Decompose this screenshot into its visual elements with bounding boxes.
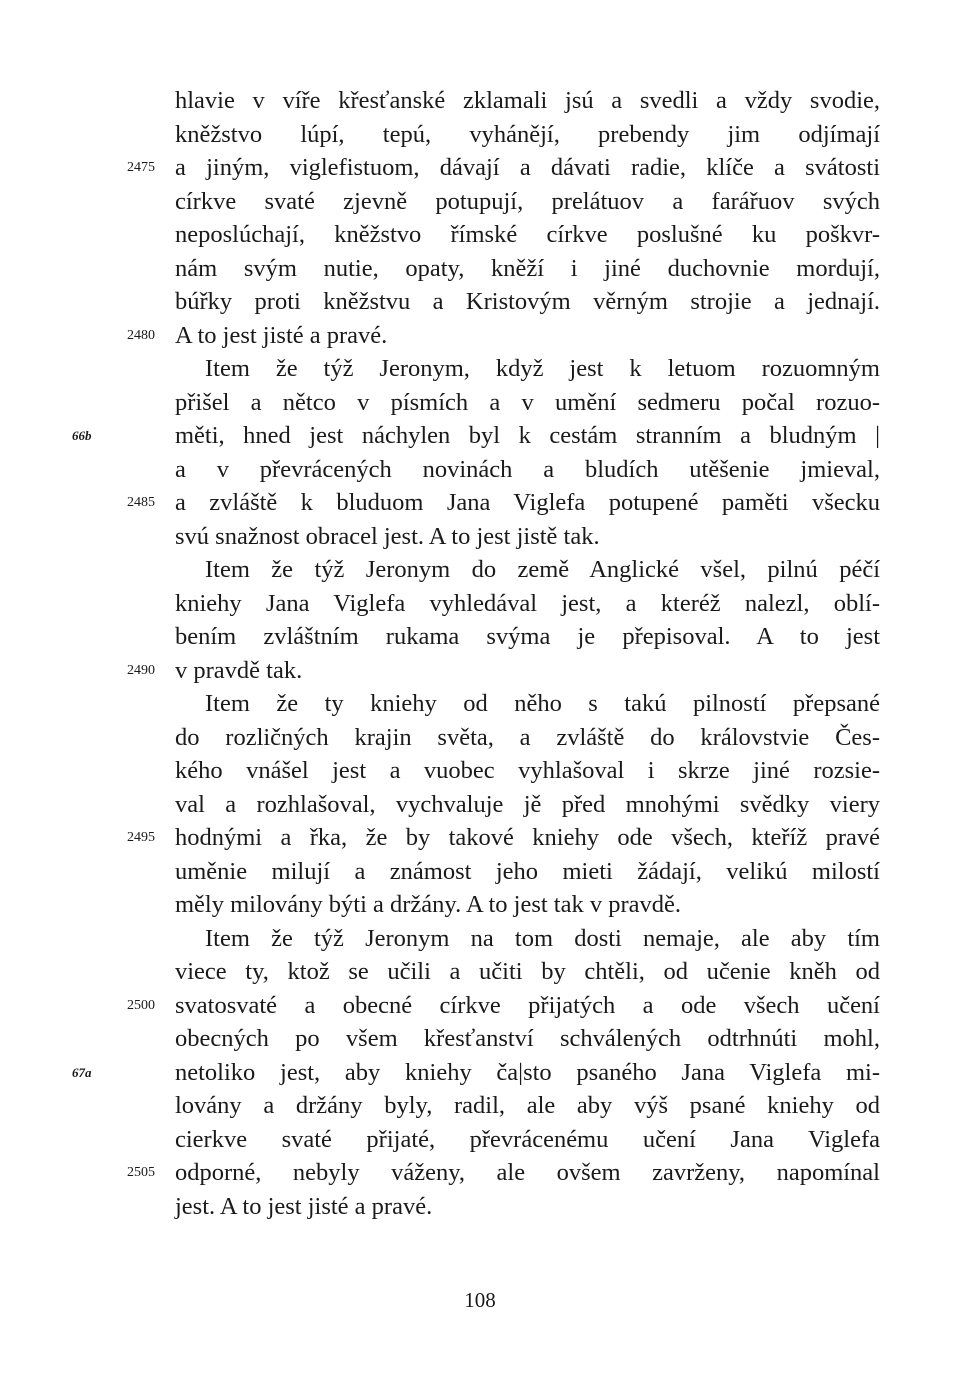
text-line	[175, 84, 880, 118]
line-text: a zvláště k bluduom Jana Viglefa potupené paměti všecku	[175, 489, 880, 516]
line-text: měly milovány býti a držány. A to jest tak v pravdě.	[175, 891, 681, 918]
page-number: 108	[464, 1288, 496, 1312]
text-line	[127, 654, 880, 688]
line-text: val a rozhlašoval, vychvaluje jě před mnohými svědky viery	[175, 790, 880, 818]
text-line	[175, 955, 880, 989]
line-text: neposlúchají, kněžstvo římské církve poslušné ku poškvr-	[175, 221, 880, 248]
text-line	[175, 453, 880, 487]
text-line	[72, 419, 880, 453]
line-text: viece ty, ktož se učili a učiti by chtěli, od učenie kněh od	[175, 958, 880, 985]
text-line	[175, 687, 880, 721]
line-text: obecných po všem křesťanství schválených odtrhnúti mohl,	[175, 1025, 880, 1052]
line-text: lovány a držány byly, radil, ale aby výš psané kniehy od	[175, 1092, 880, 1119]
folio-marker: 66b	[72, 428, 92, 443]
text-line	[175, 1089, 880, 1123]
line-text: měti, hned jest náchylen byl k cestám stranním a bludným |	[175, 422, 880, 449]
text-line	[127, 821, 880, 855]
line-text: bením zvláštním rukama svýma je přepisoval. A to jest	[175, 623, 880, 650]
text-line	[175, 888, 880, 922]
line-text: v pravdě tak.	[175, 656, 303, 684]
text-line	[175, 285, 880, 319]
line-number: 2490	[127, 662, 155, 678]
line-text: a v převrácených novinách a bludích utěšenie jmieval,	[175, 455, 880, 483]
line-number: 2495	[127, 830, 155, 845]
line-text: do rozličných krajin světa, a zvláště do královstvie Čes-	[175, 723, 880, 751]
text-line	[175, 620, 880, 654]
text-line	[127, 319, 880, 353]
line-text: hlavie v víře křesťanské zklamali jsú a svedli a vždy svodie,	[175, 87, 880, 114]
line-text: A to jest jisté a pravé.	[175, 321, 388, 349]
line-text: cierkve svaté přijaté, převrácenému učení Jana Viglefa	[175, 1125, 880, 1153]
text-line	[127, 989, 880, 1023]
text-line	[175, 721, 880, 755]
line-text: kněžstvo lúpí, tepú, vyhánějí, prebendy jim odjímají	[175, 120, 880, 148]
line-text: búřky proti kněžstvu a Kristovým věrným strojie a jednají.	[175, 288, 880, 315]
text-line	[175, 118, 880, 152]
line-text: Item že týž Jeronym do země Anglické všel, pilnú péčí	[205, 556, 880, 583]
line-text: odporné, nebyly váženy, ale ovšem zavrženy, napomínal	[175, 1159, 880, 1186]
line-number: 2480	[127, 327, 155, 343]
text-line	[175, 754, 880, 788]
line-text: a jiným, viglefistuom, dávají a dávati radie, klíče a svátosti	[175, 154, 880, 181]
text-line	[175, 218, 880, 252]
folio-marker: 67a	[72, 1064, 92, 1080]
line-text: svú snažnost obracel jest. A to jest jistě tak.	[175, 522, 600, 550]
body-text	[72, 84, 880, 1223]
text-line	[175, 252, 880, 286]
text-line	[127, 486, 880, 520]
text-line	[175, 1123, 880, 1157]
line-text: nám svým nutie, opaty, kněží i jiné duchovnie mordují,	[175, 254, 880, 282]
line-number: 2485	[127, 495, 155, 510]
line-text: hodnými a řka, že by takové kniehy ode všech, kteříž pravé	[175, 824, 880, 851]
line-text: kniehy Jana Viglefa vyhledával jest, a kteréž nalezl, oblí-	[175, 589, 880, 617]
text-line	[175, 520, 880, 554]
text-line	[175, 1190, 880, 1224]
line-text: kého vnášel jest a vuobec vyhlašoval i skrze jiné rozsie-	[175, 757, 880, 784]
line-text: uměnie milují a známost jeho mieti žádají, velikú milostí	[175, 857, 880, 885]
line-text: Item že ty kniehy od něho s takú pilností přepsané	[205, 690, 880, 717]
line-text: přišel a nětco v písmích a v umění sedmeru počal rozuo-	[175, 388, 880, 416]
text-line	[175, 352, 880, 386]
line-number: 2500	[127, 997, 155, 1013]
line-number: 2505	[127, 1165, 155, 1180]
text-line	[175, 1022, 880, 1056]
line-text: netoliko jest, aby kniehy ča|sto psaného Jana Viglefa mi-	[175, 1058, 880, 1086]
line-text: Item že týž Jeronym, když jest k letuom rozuomným	[205, 355, 880, 382]
text-line	[127, 151, 880, 185]
text-line	[175, 922, 880, 956]
line-text: svatosvaté a obecné církve přijatých a ode všech učení	[175, 991, 880, 1019]
line-text: jest. A to jest jisté a pravé.	[175, 1192, 433, 1220]
text-line	[175, 587, 880, 621]
line-text: církve svaté zjevně potupují, prelátuov a farářuov svých	[175, 187, 880, 215]
line-text: Item že týž Jeronym na tom dosti nemaje, ale aby tím	[205, 924, 880, 952]
text-line	[175, 185, 880, 219]
text-line	[175, 553, 880, 587]
text-line	[175, 855, 880, 889]
text-line	[127, 1156, 880, 1190]
text-line	[175, 788, 880, 822]
text-line	[175, 386, 880, 420]
line-number: 2475	[127, 160, 155, 175]
text-line	[72, 1056, 880, 1090]
